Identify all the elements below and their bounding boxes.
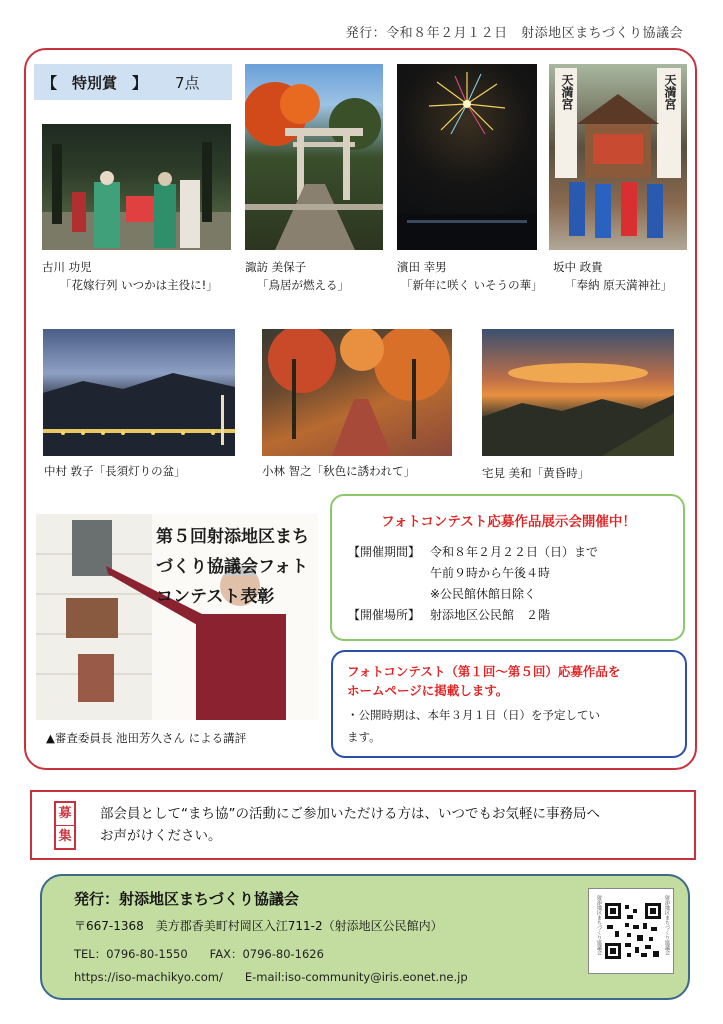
recruit-text-line2: お声がけください。 [100,828,222,844]
qr-side-label-left: 射添地区まちづくり協議会 [596,895,602,955]
website-title-line2: ホームページに掲載します。 [347,683,509,698]
photo-torii-gate [245,64,383,250]
publisher-title: 発行：射添地区まちづくり協議会 [74,890,299,908]
period-value: 令和８年２月２２日（日）まで [430,545,599,559]
exhibition-title: フォトコンテスト応募作品展示会開催中！ [381,514,636,530]
website-note-line2: ます。 [347,730,381,744]
caption-lecture: ▲審査委員長 池田芳久さん による講評 [46,731,247,745]
torii-autumn-scene [245,64,383,250]
special-award-label [34,64,232,100]
website-title-line1: フォトコンテスト（第１回～第５回）応募作品を [347,664,621,679]
caption-autumn-path: 小林 智之「秋色に誘われて」 [262,464,416,478]
period-key: 【開催期間】 [348,545,421,559]
photo-title: 「花嫁行列 いつかは主役に!」 [60,278,218,292]
exhibition-hours: 午前９時から午後４時 [430,566,551,580]
fax-number: FAX：0796-80-1626 [209,947,324,961]
photo-nagasu-lanterns [43,329,235,456]
website-url[interactable]: https://iso-machikyo.com/ [74,970,223,984]
website-notice [331,650,687,758]
photo-autumn-path [262,329,452,456]
shrine-banner-left: 天満宮 [560,74,574,110]
autumn-road-scene [262,329,452,456]
recruit-badge-char1: 募 [58,805,72,821]
tel-number: TEL：0796-80-1550 [74,947,188,961]
caption-nagasu-lanterns: 中村 敦子「長須灯りの盆」 [44,464,186,478]
publisher-footer [40,874,690,1000]
website-note-line1: ・公開時期は、本年３月１日（日）を予定してい [347,708,600,722]
place-value: 射添地区公民館 ２階 [430,608,551,622]
caption-twilight: 宅見 美和「黄昏時」 [482,466,590,480]
lecture-banner: 第５回射添地区まちづくり協議会フォトコンテスト表彰 [156,527,309,607]
photo-title: 「鳥居が燃える」 [257,278,349,292]
publisher-address: 〒667-1368 美方郡香美町村岡区入江711-2（射添地区公民館内） [74,919,443,933]
photo-title: 「奉納 原天満神社」 [565,278,673,292]
qr-code-card[interactable] [588,888,674,974]
recruit-text [100,803,600,847]
award-name: 【 特別賞 】 [42,73,148,92]
caption-fireworks [397,258,543,294]
photographer-name: 坂中 政貴 [553,260,603,274]
twilight-sky-scene [482,329,674,456]
recruitment-notice [30,790,696,860]
bridal-procession-scene [42,124,231,250]
caption-shrine-offering [553,258,672,294]
qr-side-label-right: 射添地区まちづくり協議会 [664,895,670,955]
photographer-name: 古川 功児 [42,260,92,274]
issue-header: 発行：令和８年２月１２日 射添地区まちづくり協議会 [345,26,683,41]
exhibition-notice [330,494,685,641]
photo-lecture [36,514,318,720]
photographer-name: 諏訪 美保子 [245,260,307,274]
qr-code-icon [605,903,661,959]
lantern-evening-scene [43,329,235,456]
place-key: 【開催場所】 [348,608,421,622]
exhibition-closed-note: ※公民館休館日除く [430,587,537,601]
exhibition-period-row [348,542,669,563]
fireworks-scene [397,64,537,250]
caption-torii-gate [245,258,349,294]
recruit-text-line1: 部会員として“まち協”の活動にご参加いただける方は、いつでもお気軽に事務局へ [100,806,600,822]
shrine-banner-right: 天満宮 [663,74,677,110]
photo-bridal-procession [42,124,231,250]
photo-fireworks [397,64,537,250]
recruit-badge-char2: 集 [56,825,74,848]
photo-shrine-offering [549,64,687,250]
photo-title: 「新年に咲く いそうの華」 [401,278,543,292]
photo-twilight [482,329,674,456]
email-address[interactable]: E-mail:iso-community@iris.eonet.ne.jp [244,970,468,984]
recruit-badge [54,801,76,850]
photographer-name: 濱田 幸男 [397,260,447,274]
award-count: 7点 [175,73,200,92]
caption-bridal-procession [42,258,218,294]
exhibition-place-row [348,605,669,626]
